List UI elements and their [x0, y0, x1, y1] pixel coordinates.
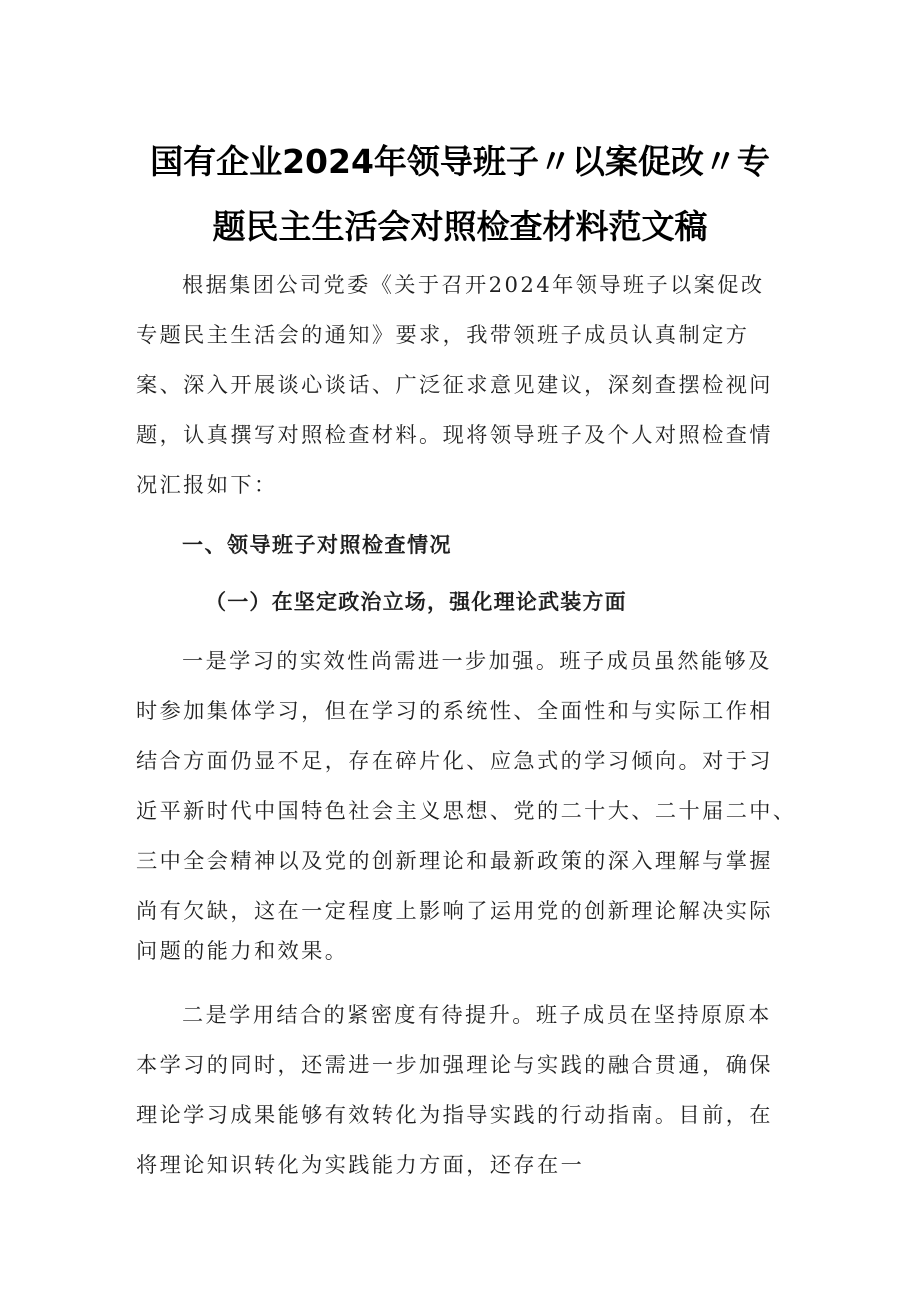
intro-line-2: 专题民主生活会的通知》要求，我带领班子成员认真制定方: [136, 322, 750, 347]
paragraph2-line-4: 将理论知识转化为实践能力方面，还存在一: [136, 1152, 585, 1177]
paragraph1-line-3: 结合方面仍显不足，存在碎片化、应急式的学习倾向。对于习: [136, 748, 773, 773]
paragraph1-line-4: 近平新时代中国特色社会主义思想、党的二十大、二十届二中、: [136, 798, 797, 823]
paragraph2-line-3: 理论学习成果能够有效转化为指导实践的行动指南。目前，在: [136, 1102, 773, 1127]
paragraph1-line-1: 一是学习的实效性尚需进一步加强。班子成员虽然能够及: [182, 648, 772, 673]
paragraph1-line-2: 时参加集体学习，但在学习的系统性、全面性和与实际工作相: [136, 698, 773, 723]
subsection-heading: （一）在坚定政治立场，强化理论武装方面: [205, 590, 627, 614]
section-heading: 一、领导班子对照检查情况: [182, 533, 452, 557]
document-title-line-2: 题民主生活会对照检查材料范文稿: [212, 207, 708, 246]
intro-line-1: 根据集团公司党委《关于召开2024年领导班子以案促改: [182, 272, 765, 297]
intro-line-3: 案、深入开展谈心谈话、广泛征求意见建议，深刻查摆检视问: [136, 372, 773, 397]
intro-line-4: 题，认真撰写对照检查材料。现将领导班子及个人对照检查情: [136, 422, 773, 447]
intro-line-5: 况汇报如下：: [136, 472, 278, 497]
document-title-line-1: 国有企业2024年领导班子〃以案促改〃专: [150, 142, 770, 181]
paragraph1-line-6: 尚有欠缺，这在一定程度上影响了运用党的创新理论解决实际: [136, 898, 773, 923]
paragraph1-line-5: 三中全会精神以及党的创新理论和最新政策的深入理解与掌握: [136, 848, 773, 873]
paragraph2-line-2: 本学习的同时，还需进一步加强理论与实践的融合贯通，确保: [136, 1052, 773, 1077]
paragraph2-line-1: 二是学用结合的紧密度有待提升。班子成员在坚持原原本: [182, 1002, 772, 1027]
paragraph1-line-7: 问题的能力和效果。: [136, 938, 349, 963]
